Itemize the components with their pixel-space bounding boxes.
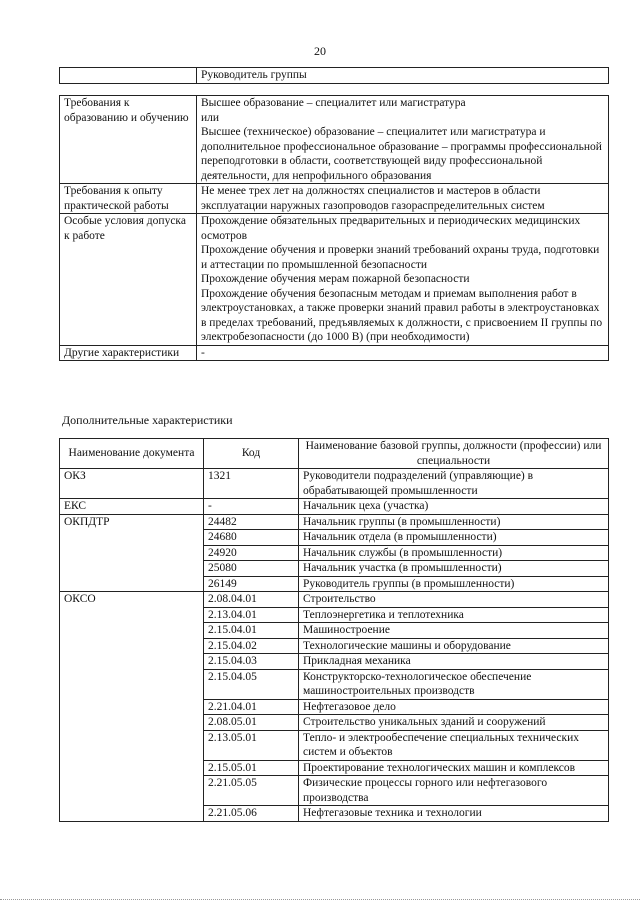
code-value: 2.15.04.02 (204, 638, 299, 654)
code-row (60, 545, 609, 561)
code-value: 2.15.04.01 (204, 623, 299, 639)
document-name: ОКЗ (60, 469, 204, 499)
code-name: Строительство (299, 592, 609, 608)
document-name-continued (60, 576, 204, 592)
code-row (60, 561, 609, 577)
document-name: ОКПДТР (60, 514, 204, 530)
code-name: Прикладная механика (299, 654, 609, 670)
code-name: Руководители подразделений (управляющие) в обрабатывающей промышленности (299, 469, 609, 499)
header-document: Наименование документа (60, 439, 204, 469)
requirement-line: - (201, 346, 205, 359)
requirement-value (197, 345, 609, 361)
document-name-continued (60, 561, 204, 577)
code-row (60, 530, 609, 546)
header-code: Код (204, 439, 299, 469)
code-name: Руководитель группы (в промышленности) (299, 576, 609, 592)
requirement-label: Особые условия допуска к работе (60, 214, 197, 346)
code-row (60, 592, 609, 608)
code-name: Конструкторско-технологическое обеспечение машиностроительных производств (299, 669, 609, 699)
code-row (60, 715, 609, 731)
page-bottom-edge (0, 899, 640, 901)
code-name: Нефтегазовое дело (299, 699, 609, 715)
requirement-line: Прохождение обучения и проверки знаний требований охраны труда, подготовки и аттестации по промышленной безопасности (201, 244, 600, 271)
codes-table (59, 438, 609, 822)
job-title-table (59, 67, 609, 84)
header-name: Наименование базовой группы, должности (профессии) или специальности (299, 439, 609, 469)
code-value: 2.21.05.05 (204, 776, 299, 806)
document-name-continued (60, 607, 204, 623)
code-row (60, 669, 609, 699)
job-title: Руководитель группы (197, 68, 609, 84)
requirement-line: Высшее образование – специалитет или магистратура (201, 97, 466, 109)
code-value: 25080 (204, 561, 299, 577)
document-name-continued (60, 669, 204, 699)
requirement-row (60, 96, 609, 184)
code-value: 26149 (204, 576, 299, 592)
code-name: Теплоэнергетика и теплотехника (299, 607, 609, 623)
requirement-line: Прохождение обучения мерам пожарной безопасности (201, 273, 470, 285)
code-name: Физические процессы горного или нефтегазового производства (299, 776, 609, 806)
requirement-label: Другие характеристики (60, 345, 197, 361)
document-name-continued (60, 545, 204, 561)
requirement-row (60, 184, 609, 214)
code-name: Начальник группы (в промышленности) (299, 514, 609, 530)
requirement-label: Требования к опыту практической работы (60, 184, 197, 214)
requirement-value (197, 214, 609, 346)
code-row (60, 469, 609, 499)
additional-characteristics-title: Дополнительные характеристики (62, 413, 233, 427)
code-name: Машиностроение (299, 623, 609, 639)
code-name: Начальник участка (в промышленности) (299, 561, 609, 577)
code-value: 2.13.04.01 (204, 607, 299, 623)
code-value: - (204, 499, 299, 515)
requirement-line: Не менее трех лет на должностях специалистов и мастеров в области эксплуатации наружных газопроводов газораспределительных систем (201, 185, 545, 212)
code-row (60, 730, 609, 760)
document-name-continued (60, 530, 204, 546)
code-name: Технологические машины и оборудование (299, 638, 609, 654)
code-value: 2.15.05.01 (204, 760, 299, 776)
code-name: Строительство уникальных зданий и сооружений (299, 715, 609, 731)
document-name-continued (60, 730, 204, 760)
document-name-continued (60, 760, 204, 776)
document-name-continued (60, 623, 204, 639)
requirement-line: Высшее (техническое) образование – специалитет или магистратура и дополнительное профессиональное образование – программы профессиональной переподготовки в области, соответствующей виду профессиональной деятельности, для непрофильного образования (201, 126, 602, 182)
document-name-continued (60, 715, 204, 731)
document-name: ЕКС (60, 499, 204, 515)
code-value: 2.21.05.06 (204, 806, 299, 822)
code-name: Тепло- и электрообеспечение специальных технических систем и объектов (299, 730, 609, 760)
code-row (60, 654, 609, 670)
document-name-continued (60, 776, 204, 806)
document-name-continued (60, 654, 204, 670)
requirements-table (59, 95, 609, 361)
code-row (60, 607, 609, 623)
code-value: 24920 (204, 545, 299, 561)
code-value: 2.13.05.01 (204, 730, 299, 760)
code-value: 24680 (204, 530, 299, 546)
document-name-continued (60, 638, 204, 654)
requirement-label: Требования к образованию и обучению (60, 96, 197, 184)
code-value: 1321 (204, 469, 299, 499)
code-row (60, 638, 609, 654)
page-number: 20 (314, 44, 326, 58)
code-row (60, 514, 609, 530)
code-row (60, 699, 609, 715)
code-name: Начальник цеха (участка) (299, 499, 609, 515)
document-name-continued (60, 806, 204, 822)
code-row (60, 499, 609, 515)
code-value: 2.21.04.01 (204, 699, 299, 715)
code-row (60, 576, 609, 592)
code-value: 2.15.04.03 (204, 654, 299, 670)
requirement-line: Прохождение обучения безопасным методам и приемам выполнения работ в электроустановках, а также проверки знаний правил работы в электроустановках в пределах требований, предъявляемых к должности, с присвоением II группы по электробезопасности (до 1000 В) (при необходимости) (201, 287, 603, 343)
code-row (60, 760, 609, 776)
requirement-row (60, 214, 609, 346)
requirement-value (197, 184, 609, 214)
document-name: ОКСО (60, 592, 204, 608)
document-name-continued (60, 699, 204, 715)
requirement-line: или (201, 111, 220, 124)
code-row (60, 806, 609, 822)
code-value: 24482 (204, 514, 299, 530)
code-value: 2.08.05.01 (204, 715, 299, 731)
code-value: 2.08.04.01 (204, 592, 299, 608)
code-row (60, 776, 609, 806)
code-name: Нефтегазовые техника и технологии (299, 806, 609, 822)
requirement-value (197, 96, 609, 184)
code-name: Проектирование технологических машин и комплексов (299, 760, 609, 776)
requirement-line: Прохождение обязательных предварительных и периодических медицинских осмотров (201, 215, 581, 242)
code-value: 2.15.04.05 (204, 669, 299, 699)
code-name: Начальник отдела (в промышленности) (299, 530, 609, 546)
code-name: Начальник службы (в промышленности) (299, 545, 609, 561)
requirement-row (60, 345, 609, 361)
job-title-empty-cell (60, 68, 197, 84)
code-row (60, 623, 609, 639)
